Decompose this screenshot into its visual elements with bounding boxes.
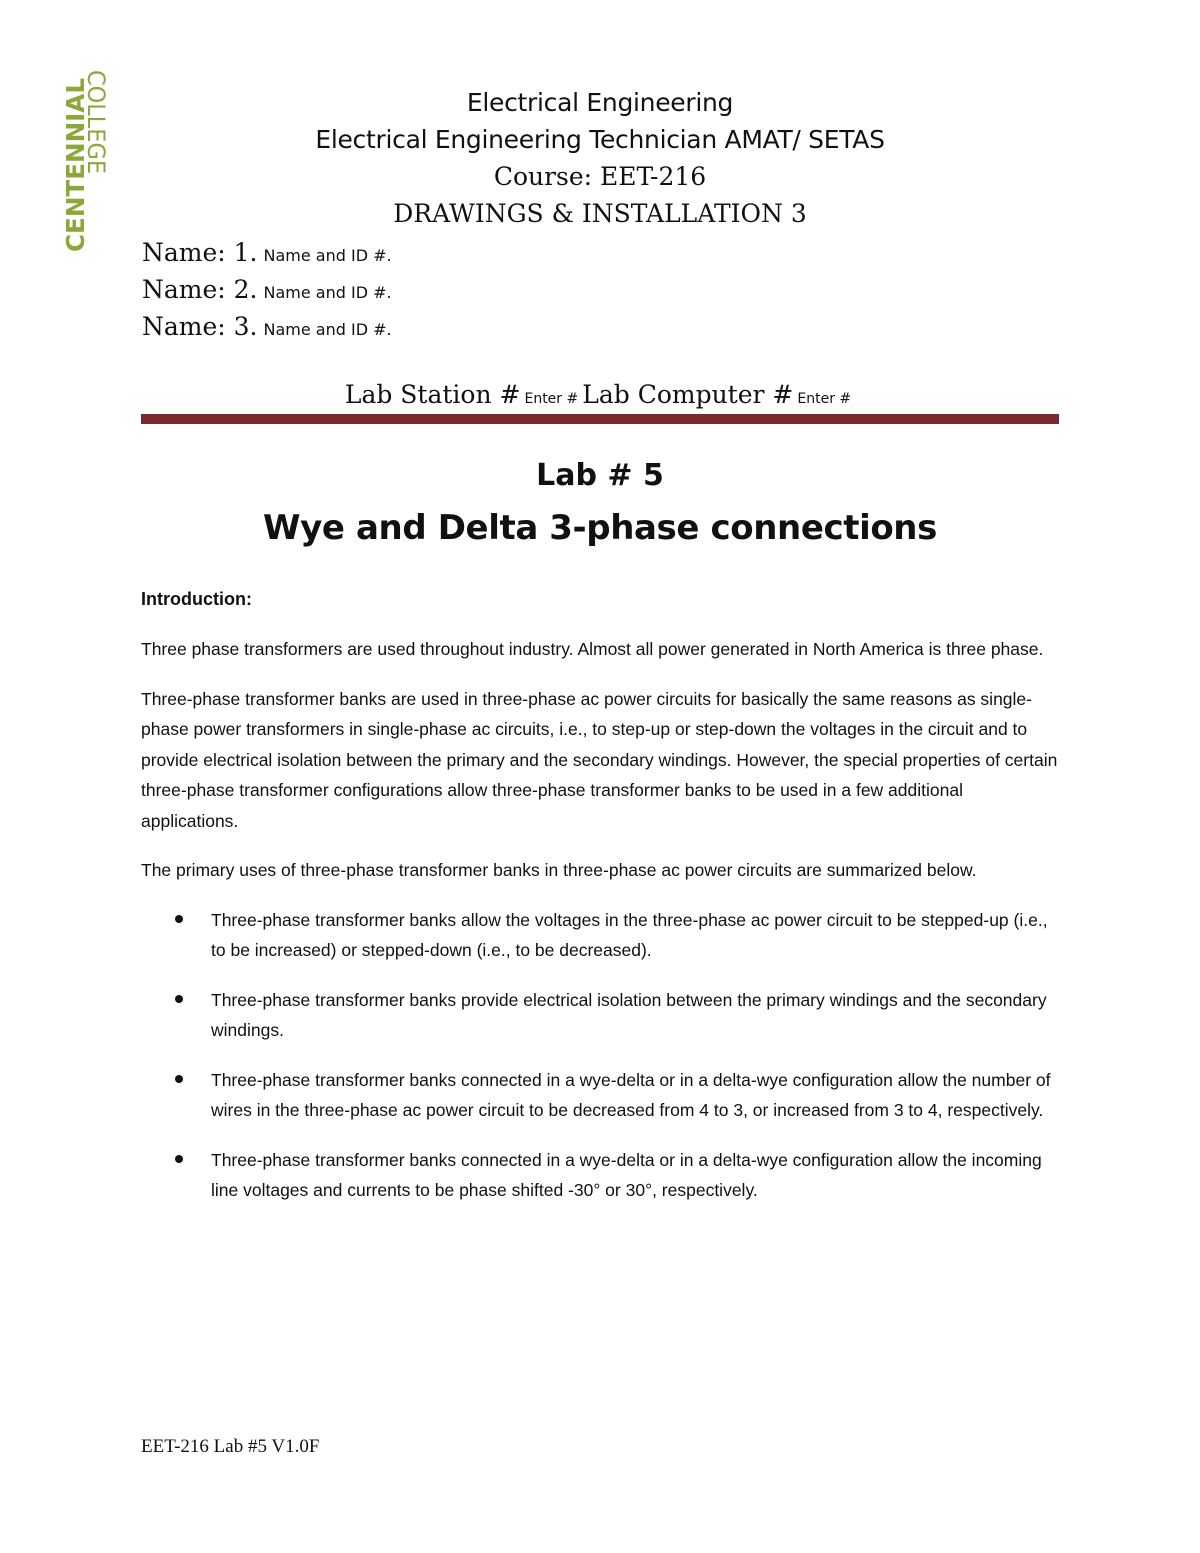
bullet-text-2: Three-phase transformer banks provide electrical isolation between the primary windings and the secondary windings. bbox=[211, 989, 1047, 1040]
intro-paragraph-1: Three phase transformers are used throughout industry. Almost all power generated in North America is three phase. bbox=[141, 639, 1044, 659]
bullet-text-1: Three-phase transformer banks allow the voltages in the three-phase ac power circuit to be stepped-up (i.e., to be increased) or stepped-down (i.e., to be decreased). bbox=[211, 909, 1048, 960]
header-divider bbox=[141, 414, 1059, 424]
name-field-2[interactable]: Name and ID #. bbox=[263, 283, 392, 302]
name-row-1 bbox=[142, 234, 742, 271]
intro-paragraph-3: The primary uses of three-phase transformer banks in three-phase ac power circuits are summarized below. bbox=[141, 860, 977, 880]
name-label-2: Name: 2. bbox=[142, 275, 258, 304]
course-title: DRAWINGS & INSTALLATION 3 bbox=[393, 199, 807, 228]
lab-computer-label: Lab Computer # bbox=[582, 380, 794, 409]
course-code: Course: EET-216 bbox=[493, 162, 707, 191]
bullet-text-4: Three-phase transformer banks connected in a wye-delta or in a delta-wye configuration allow the incoming line voltages and currents to be phase shifted -30° or 30°, respectively. bbox=[211, 1149, 1042, 1200]
lab-number: Lab # 5 bbox=[536, 458, 664, 493]
introduction-section bbox=[141, 584, 1059, 1225]
bullet-item-3 bbox=[141, 1065, 1059, 1126]
bullet-dot-icon bbox=[175, 1155, 183, 1163]
lab-station-label: Lab Station # bbox=[344, 380, 521, 409]
logo-word-college: COLLEGE bbox=[82, 70, 110, 182]
uses-bullet-list bbox=[141, 905, 1059, 1206]
intro-paragraph-2: Three-phase transformer banks are used in three-phase ac power circuits for basically the same reasons as single-phase power transformers in single-phase ac circuits, i.e., to step-up or step-down the voltages in the circuit and to provide electrical isolation between the primary and the secondary windings. However, the special properties of certain three-phase transformer configurations allow three-phase transformer banks to be used in a few additional applications. bbox=[141, 688, 1058, 831]
bullet-dot-icon bbox=[175, 995, 183, 1003]
department-title: Electrical Engineering bbox=[466, 88, 734, 117]
lab-computer-field[interactable]: Enter # bbox=[797, 391, 852, 407]
bullet-item-2 bbox=[141, 985, 1059, 1046]
program-title: Electrical Engineering Technician AMAT/ SETAS bbox=[315, 125, 885, 154]
bullet-text-3: Three-phase transformer banks connected in a wye-delta or in a delta-wye configuration allow the number of wires in the three-phase ac power circuit to be decreased from 4 to 3, or increased from 3 to 4, respectively. bbox=[211, 1069, 1051, 1120]
name-label-3: Name: 3. bbox=[142, 312, 258, 341]
name-field-1[interactable]: Name and ID #. bbox=[263, 246, 392, 265]
page-footer: EET-216 Lab #5 V1.0F bbox=[141, 1436, 320, 1457]
centennial-college-logo bbox=[56, 66, 112, 256]
introduction-heading: Introduction: bbox=[141, 589, 252, 609]
lab-station-field[interactable]: Enter # bbox=[524, 391, 579, 407]
bullet-item-1 bbox=[141, 905, 1059, 966]
name-row-2 bbox=[142, 271, 742, 308]
bullet-dot-icon bbox=[175, 915, 183, 923]
logo-word-centennial: CENTENNIAL bbox=[61, 75, 90, 252]
document-header bbox=[140, 84, 1060, 232]
name-field-3[interactable]: Name and ID #. bbox=[263, 320, 392, 339]
bullet-dot-icon bbox=[175, 1075, 183, 1083]
lab-title: Wye and Delta 3-phase connections bbox=[263, 508, 937, 548]
student-names bbox=[142, 234, 742, 345]
name-label-1: Name: 1. bbox=[142, 238, 258, 267]
name-row-3 bbox=[142, 308, 742, 345]
bullet-item-4 bbox=[141, 1145, 1059, 1206]
lab-station-row bbox=[140, 380, 1060, 409]
